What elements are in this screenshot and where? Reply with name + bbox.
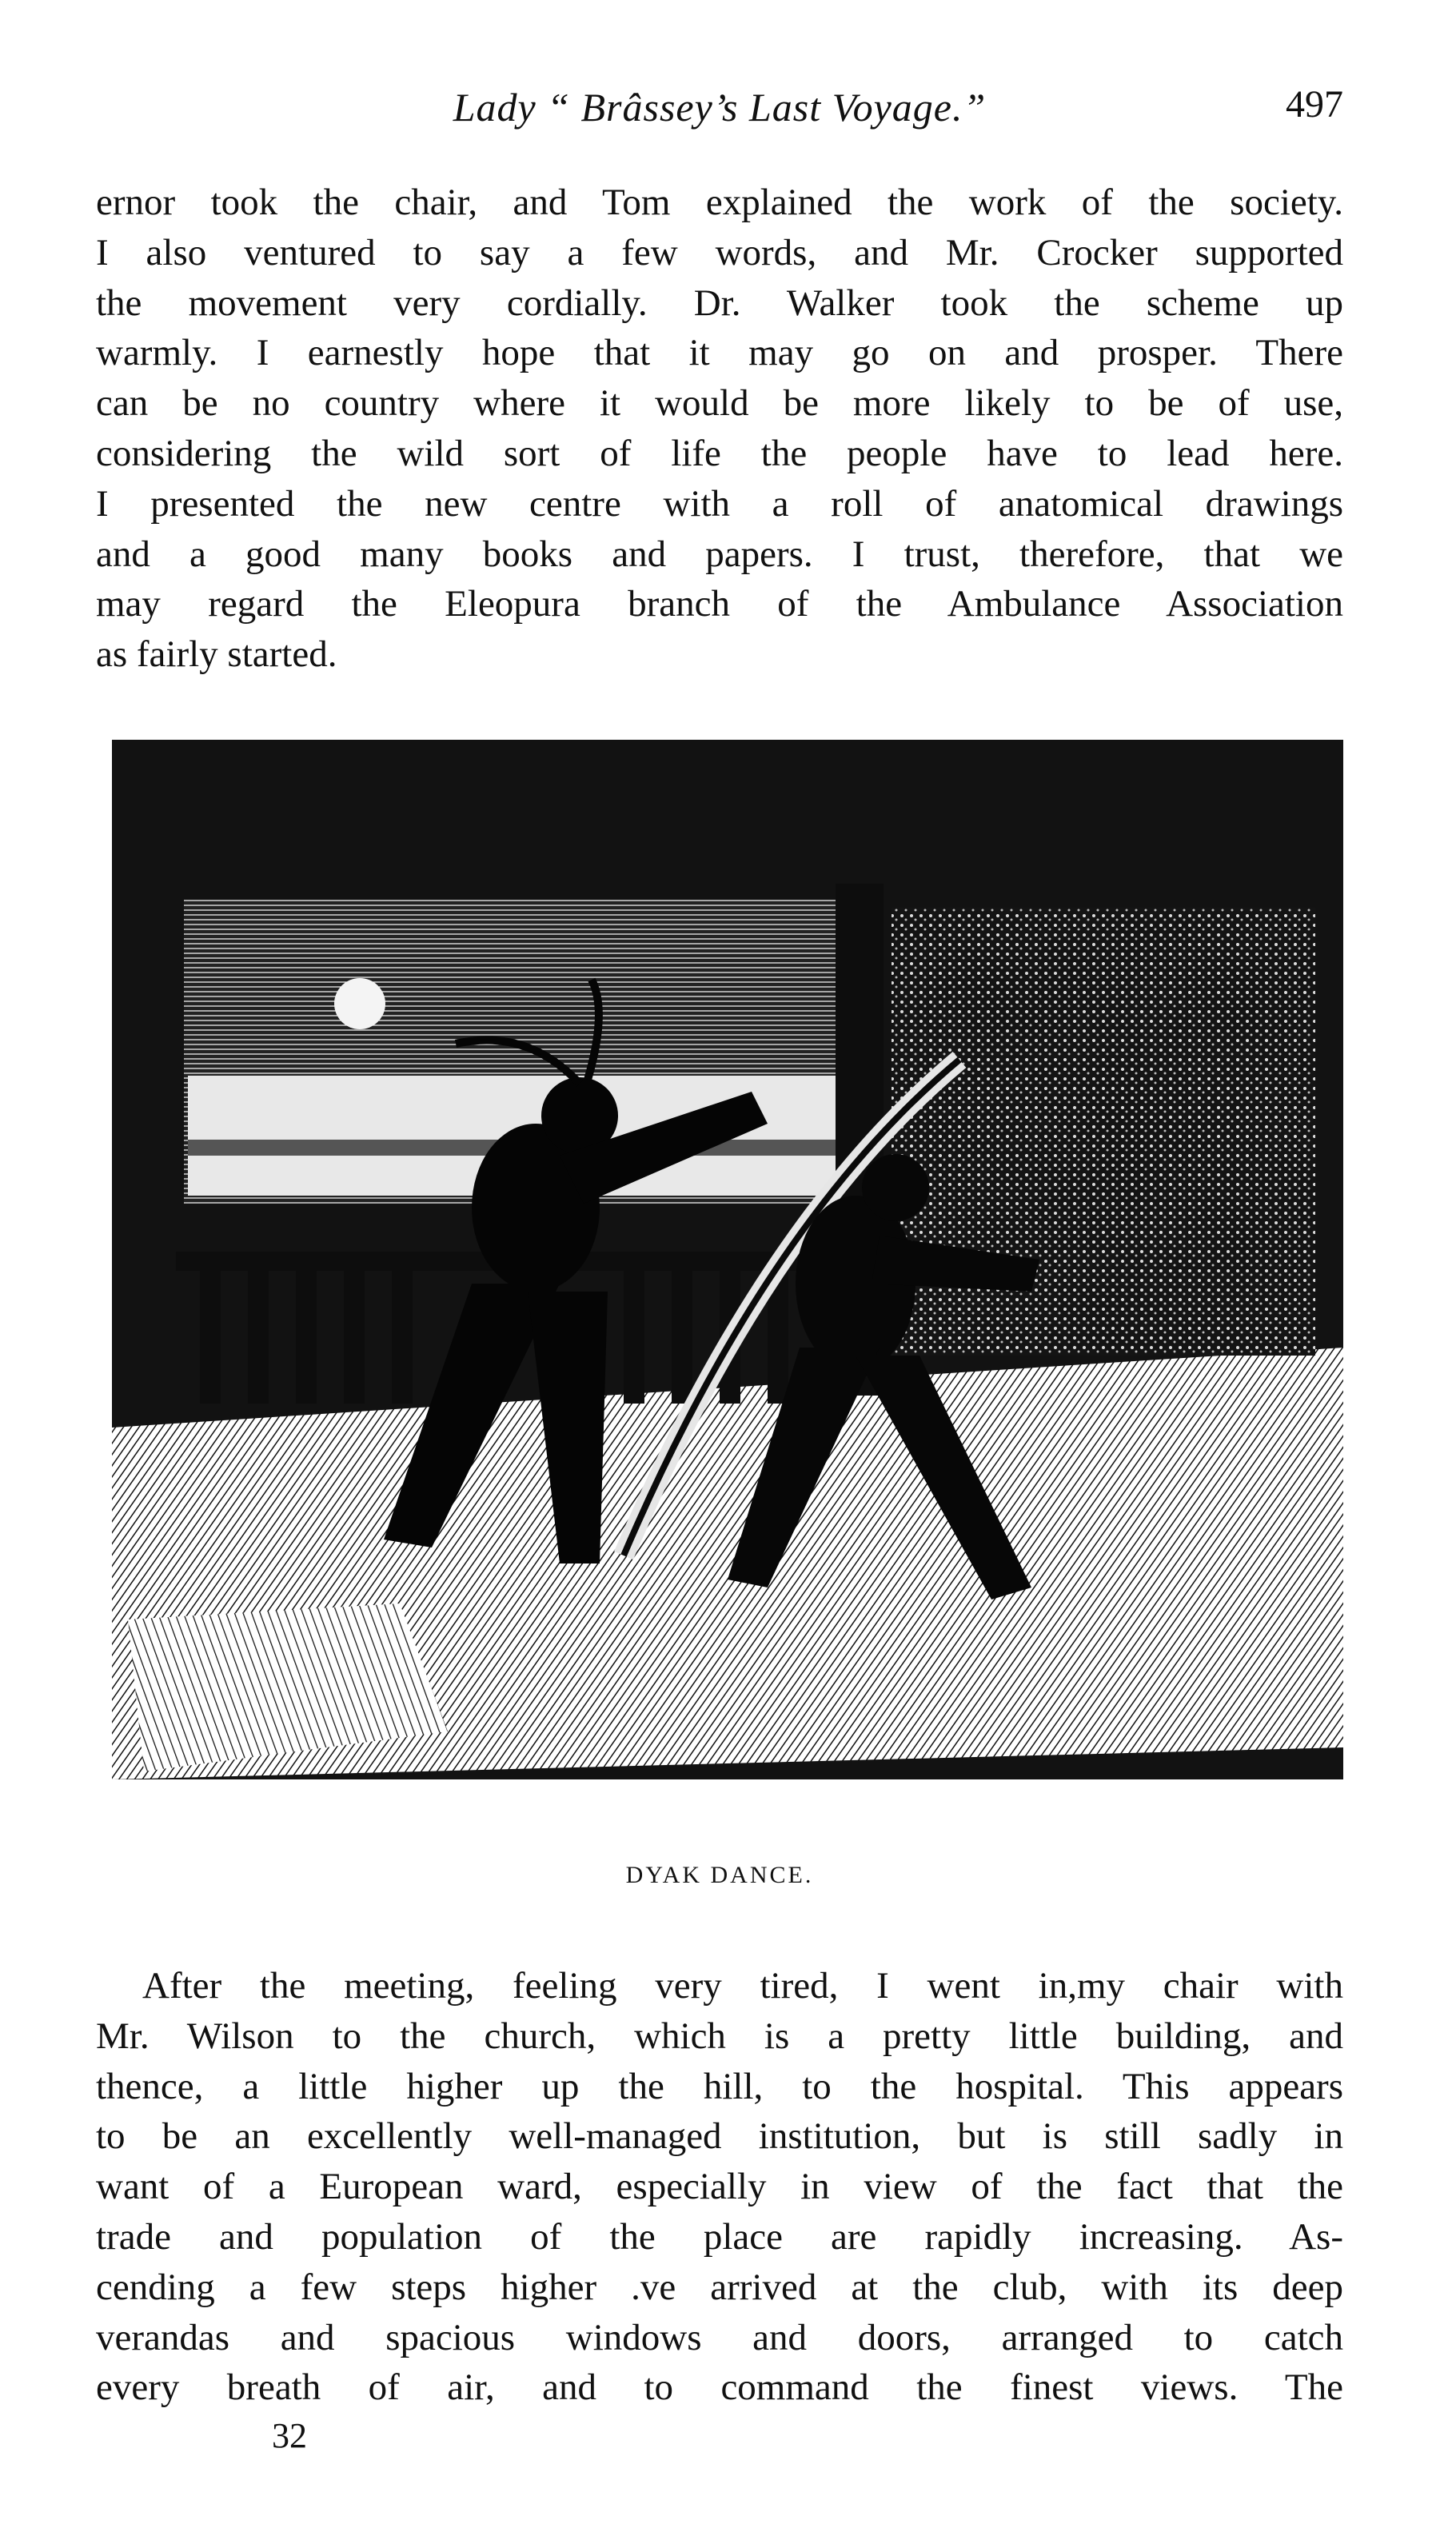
text-line: as fairly started. [96,633,337,676]
text-line: verandas and spacious windows and doors, arranged to catch [96,2316,1343,2358]
text-line: After the meeting, feeling very tired, I went in,my chair with [142,1965,1343,2007]
running-head [96,76,1343,140]
text-line: I presented the new centre with a roll of anatomical drawings [96,482,1343,525]
running-title: Lady “ Brâssey’s Last Voyage.” [453,85,987,130]
text-line: thence, a little higher up the hill, to the hospital. This appears [96,2065,1343,2107]
text-line: trade and population of the place are rapidly increasing. As- [96,2215,1343,2258]
text-line: may regard the Eleopura branch of the Ambulance Association [96,583,1343,625]
text-line: the movement very cordially. Dr. Walker took the scheme up [96,282,1343,324]
text-line: warmly. I earnestly hope that it may go on and prosper. There [96,332,1343,374]
right-window-foliage [892,908,1315,1356]
text-line: considering the wild sort of life the people have to lead here. [96,432,1343,474]
figure-caption: DYAK DANCE. [625,1862,814,1888]
signature-mark: 32 [272,2416,307,2455]
page-number: 497 [1286,83,1343,126]
text-line: every breath of air, and to command the finest views. The [96,2366,1343,2409]
text-line: cending a few steps higher .ve arrived at the club, with its deep [96,2266,1343,2308]
text-line: ernor took the chair, and Tom explained the work of the society. [96,182,1343,223]
text-line: and a good many books and papers. I trust, therefore, that we [96,533,1343,575]
paragraph-2 [96,1961,1343,2413]
engraving-illustration [112,740,1343,1815]
moon-icon [334,978,385,1029]
text-line: to be an excellently well-managed institution, but is still sadly in [96,2115,1343,2158]
text-line: I also ventured to say a few words, and Mr. Crocker supported [96,231,1343,274]
text-line: want of a European ward, especially in view of the fact that the [96,2166,1343,2208]
paragraph-1 [96,178,1343,680]
text-line: can be no country where it would be more likely to be of use, [96,382,1343,425]
text-line: Mr. Wilson to the church, which is a pretty little building, and [96,2015,1343,2057]
dyak-dance-engraving [112,740,1343,1815]
